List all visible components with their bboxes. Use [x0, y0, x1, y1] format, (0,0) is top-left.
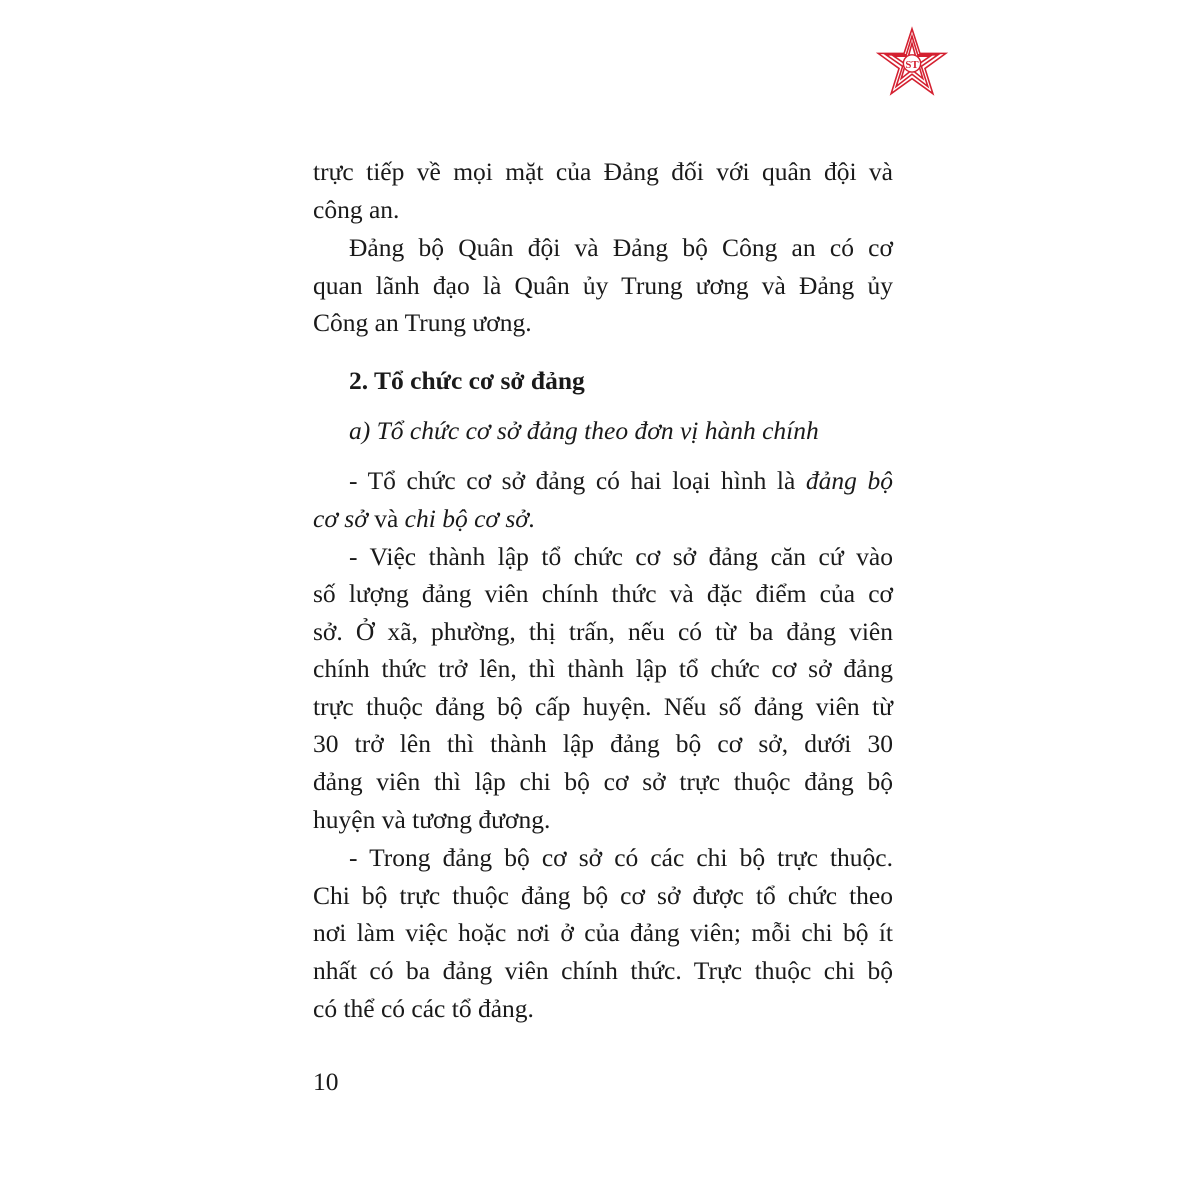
text-line	[313, 918, 893, 948]
text-segment: 2. Tổ chức cơ sở đảng	[349, 366, 585, 395]
text-segment: - Tổ chức cơ sở đảng có hai loại hình là	[349, 466, 806, 495]
text-segment: 30 trở lên thì thành lập đảng bộ cơ sở, dưới 30	[313, 729, 893, 758]
section-heading	[349, 366, 893, 396]
text-segment: - Việc thành lập tổ chức cơ sở đảng căn cứ vào	[349, 542, 893, 571]
text-segment: sở. Ở xã, phường, thị trấn, nếu có từ ba đảng viên	[313, 617, 893, 646]
text-segment: - Trong đảng bộ cơ sở có các chi bộ trực thuộc.	[349, 843, 893, 872]
italic-text: chi bộ cơ sở.	[404, 504, 536, 533]
text-line	[349, 233, 893, 263]
page-number: 10	[313, 1067, 339, 1096]
text-segment: quan lãnh đạo là Quân ủy Trung ương và Đảng ủy	[313, 271, 893, 300]
text-line	[313, 767, 893, 797]
text-line	[313, 504, 893, 534]
text-line	[313, 195, 893, 225]
italic-text: đảng bộ	[805, 466, 894, 495]
text-line	[313, 579, 893, 609]
text-line	[313, 994, 893, 1024]
text-line	[349, 542, 893, 572]
text-segment: Công an Trung ương.	[313, 308, 532, 337]
text-segment: nơi làm việc hoặc nơi ở của đảng viên; mỗi chi bộ ít	[313, 918, 893, 947]
italic-text: a) Tổ chức cơ sở đảng theo đơn vị hành chính	[349, 416, 819, 445]
text-segment: nhất có ba đảng viên chính thức. Trực thuộc chi bộ	[313, 956, 893, 985]
italic-text: cơ sở	[313, 504, 368, 533]
text-segment: Chi bộ trực thuộc đảng bộ cơ sở được tổ chức theo	[313, 881, 893, 910]
text-line	[313, 157, 893, 187]
text-segment: huyện và tương đương.	[313, 805, 551, 834]
text-segment: có thể có các tổ đảng.	[313, 994, 534, 1023]
text-line	[349, 416, 893, 446]
text-segment: đảng viên thì lập chi bộ cơ sở trực thuộc đảng bộ	[313, 767, 893, 796]
text-line	[313, 617, 893, 647]
text-line	[313, 692, 893, 722]
text-segment: trực tiếp về mọi mặt của Đảng đối với quân đội và	[313, 157, 893, 186]
text-line	[349, 466, 893, 496]
svg-text:ST: ST	[905, 58, 919, 71]
text-line	[313, 956, 893, 986]
text-segment: trực thuộc đảng bộ cấp huyện. Nếu số đảng viên từ	[313, 692, 893, 721]
publisher-star-logo-icon	[876, 26, 948, 98]
text-segment: và	[367, 504, 405, 533]
text-line	[313, 729, 893, 759]
text-segment: số lượng đảng viên chính thức và đặc điểm của cơ	[313, 579, 893, 608]
text-line	[313, 805, 893, 835]
text-segment: chính thức trở lên, thì thành lập tổ chức cơ sở đảng	[313, 654, 893, 683]
text-line	[313, 271, 893, 301]
text-line	[313, 308, 893, 338]
text-line	[349, 843, 893, 873]
text-line	[313, 654, 893, 684]
text-line	[313, 881, 893, 911]
text-segment: Đảng bộ Quân đội và Đảng bộ Công an có cơ	[349, 233, 893, 262]
text-segment: công an.	[313, 195, 400, 224]
